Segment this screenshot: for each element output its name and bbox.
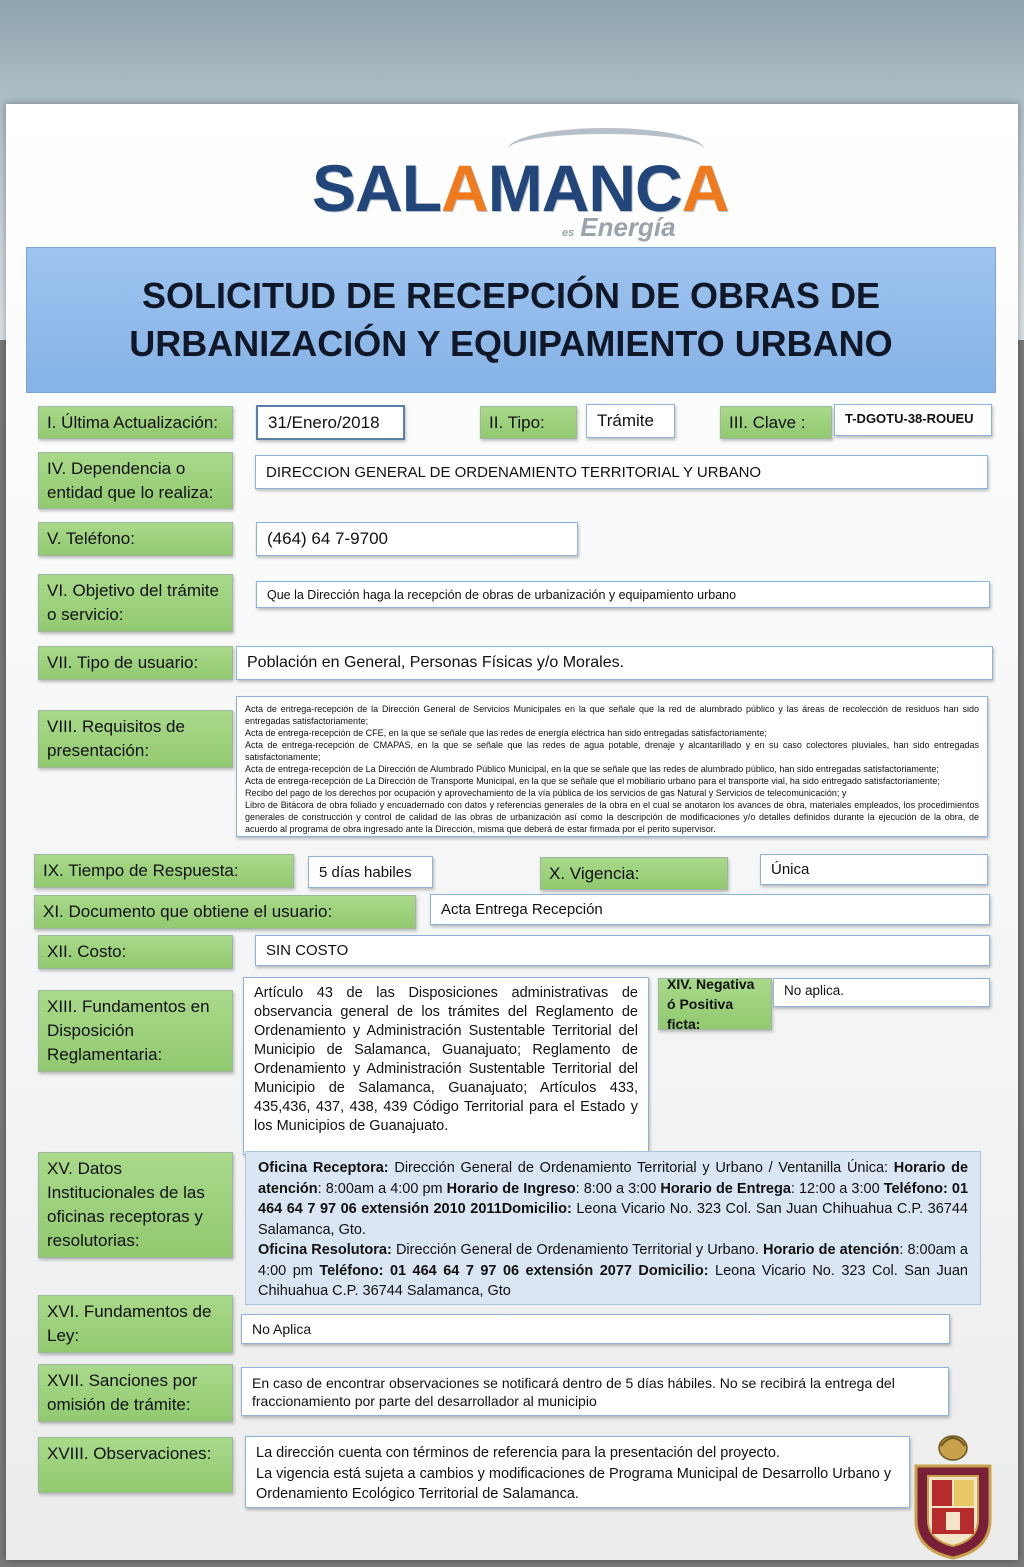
horario-atencion-label: Horario de atención (258, 1160, 969, 1197)
value-telefono: (464) 64 7-9700 (256, 522, 578, 556)
value-clave: T-DGOTU-38-ROUEU (834, 404, 992, 436)
value-datos-institucionales (245, 1151, 981, 1305)
observacion-line: La dirección cuenta con términos de referencia para la presentación del proyecto. (256, 1445, 780, 1461)
label-tipo: II. Tipo: (480, 406, 577, 439)
coat-of-arms-icon (908, 1428, 998, 1560)
value-ultima-actualizacion: 31/Enero/2018 (256, 405, 405, 440)
label-clave: III. Clave : (720, 406, 832, 439)
horario-atencion2-label: Horario de atención (762, 1242, 900, 1258)
value-documento: Acta Entrega Recepción (430, 894, 990, 925)
label-objetivo: VI. Objetivo del trámite o servicio: (38, 574, 233, 632)
label-negativa-ficta: XIV. Negativa ó Positiva ficta: (658, 978, 772, 1030)
value-negativa-ficta: No aplica. (773, 978, 990, 1007)
label-fundamentos-disposicion: XIII. Fundamentos en Disposición Reglamentaria: (38, 990, 233, 1072)
label-documento: XI. Documento que obtiene el usuario: (34, 895, 416, 929)
value-fundamentos-ley: No Aplica (241, 1314, 950, 1344)
horario-entrega-label: Horario de Entrega (660, 1180, 791, 1197)
value-tipo: Trámite (586, 404, 675, 438)
label-fundamentos-ley: XVI. Fundamentos de Ley: (38, 1295, 233, 1353)
value-costo: SIN COSTO (255, 935, 990, 966)
logo-tagline: es Energía (562, 212, 676, 242)
value-tiempo-respuesta: 5 días habiles (308, 856, 433, 888)
value-fundamentos-disposicion: Artículo 43 de las Disposiciones administrativas de observancia general de los trámites del Reglamento de Ordenamiento y Administración Sustentable Territorial del Municipio de Salamanca, Guanajuato; Reglamento de Ordenamiento y Administración Sustentable Territorial del Municipio de Salamanca, Guanajuato; Artículos 433, 435,436, 437, 438, 439 Código Territorial para el Estado y los Municipios de Guanajuato. (243, 977, 649, 1155)
label-dependencia: IV. Dependencia o entidad que lo realiza: (38, 452, 233, 509)
label-costo: XII. Costo: (38, 935, 233, 969)
value-requisitos (236, 696, 988, 837)
horario-atencion-value: : 8:00am a 4:00 pm (317, 1180, 447, 1197)
title-banner (26, 247, 996, 393)
label-requisitos: VIII. Requisitos de presentación: (38, 710, 233, 768)
of-receptora-label: Oficina Receptora: (258, 1160, 389, 1176)
page-title: SOLICITUD DE RECEPCIÓN DE OBRAS DE URBANIZACIÓN Y EQUIPAMIENTO URBANO (129, 275, 893, 364)
value-vigencia: Única (760, 854, 988, 885)
domicilio-resolutora: Leona Vicario No. 323 Col. San Juan Chihuahua C.P. 36744 Salamanca, Gto (258, 1262, 968, 1299)
requisito-item: Acta de entrega-recepción de CMAPAS, en la que se señale que las redes de agua potable, drenaje y alcantarillado y en su caso colectores pluviales, han sido entregadas satisfactoriamente; (245, 740, 979, 762)
requisito-item: Acta de entrega-recepción de La Dirección de Alumbrado Público Municipal, en la que se señale que las redes de alumbrado público, han sido entregadas satisfactoriamente; (245, 764, 939, 774)
value-objetivo: Que la Dirección haga la recepción de obras de urbanización y equipamiento urbano (256, 581, 990, 608)
label-observaciones: XVIII. Observaciones: (38, 1437, 233, 1493)
requisito-item: Acta de entrega-recepción de CFE, en la que se señale que las redes de energía eléctrica han sido entregadas satisfactoriamente; (245, 728, 767, 738)
label-vigencia: X. Vigencia: (540, 857, 728, 890)
domicilio-receptora: Leona Vicario No. 323 Col. San Juan Chihuahua C.P. 36744 Salamanca, Gto. (258, 1201, 968, 1238)
label-datos-institucionales: XV. Datos Institucionales de las oficinas receptoras y resolutorias: (38, 1152, 233, 1258)
value-observaciones (245, 1436, 910, 1508)
salamanca-logo (312, 128, 729, 246)
telefono-resolutora: Teléfono: 01 464 64 7 97 06 extensión 2077 Domicilio: (319, 1262, 709, 1279)
label-telefono: V. Teléfono: (38, 522, 233, 556)
of-receptora-value: Dirección General de Ordenamiento Territorial y Urbano / Ventanilla Única: (388, 1160, 889, 1176)
of-resolutora-value: Dirección General de Ordenamiento Territorial y Urbano. (391, 1242, 763, 1258)
value-tipo-usuario: Población en General, Personas Físicas y/o Morales. (236, 646, 993, 680)
label-tiempo-respuesta: IX. Tiempo de Respuesta: (34, 854, 294, 888)
horario-entrega-value: : 12:00 a 3:00 (790, 1180, 884, 1197)
observacion-line: La vigencia está sujeta a cambios y modificaciones de Programa Municipal de Desarrollo Urbano y Ordenamiento Ecológico Territorial de Salamanca. (256, 1465, 892, 1502)
logo-wordmark: SALAMANCA (312, 151, 729, 225)
horario-ingreso-value: : 8:00 a 3:00 (575, 1180, 661, 1197)
horario-atencion2-value: : 8:00am a 4:00 pm (258, 1242, 968, 1279)
label-tipo-usuario: VII. Tipo de usuario: (38, 646, 233, 680)
requisito-item: Acta de entrega-recepción de la Dirección General de Servicios Municipales en la que señale que la red de alumbrado público y las áreas de recolección de residuos han sido entregadas satisfactoriamente; (245, 704, 979, 726)
requisito-item: Acta de entrega-recepción de La Dirección de Transporte Municipal, en la que se señale que el mobiliario urbano para el transporte vial, ha sido entregado satisfactoriamente; (245, 776, 940, 786)
label-sanciones: XVII. Sanciones por omisión de trámite: (38, 1364, 233, 1422)
requisito-item: Libro de Bitácora de obra foliado y encuadernado con datos y referencias generales de la obra en el cual se anotaron los avances de obra, materiales empleados, los procedimientos generales de construcción y control de calidad de las obras de urbanización así como la descripción de modificaciones y/o detalles definidos durante la ejecución de la obra, de acuerdo al programa de obra ingresado ante la Dirección, misma que deberá de estar firmada por el perito supervisor. (245, 800, 979, 834)
value-sanciones: En caso de encontrar observaciones se notificará dentro de 5 días hábiles. No se recibirá la entrega del fraccionamiento por parte del desarrollador al municipio (241, 1367, 949, 1416)
value-dependencia: DIRECCION GENERAL DE ORDENAMIENTO TERRITORIAL Y URBANO (255, 455, 988, 489)
horario-ingreso-label: Horario de Ingreso (446, 1180, 576, 1197)
of-resolutora-label: Oficina Resolutora: (258, 1242, 392, 1258)
label-ultima-actualizacion: I. Última Actualización: (38, 406, 233, 439)
telefono-receptora: Teléfono: 01 464 64 7 97 06 extensión 2010 2011Domicilio: (258, 1180, 969, 1217)
requisito-item: Recibo del pago de los derechos por ocupación y aprovechamiento de la vía pública de los servicios de gas Natural y Servicios de telecomunicación; y (245, 788, 847, 798)
